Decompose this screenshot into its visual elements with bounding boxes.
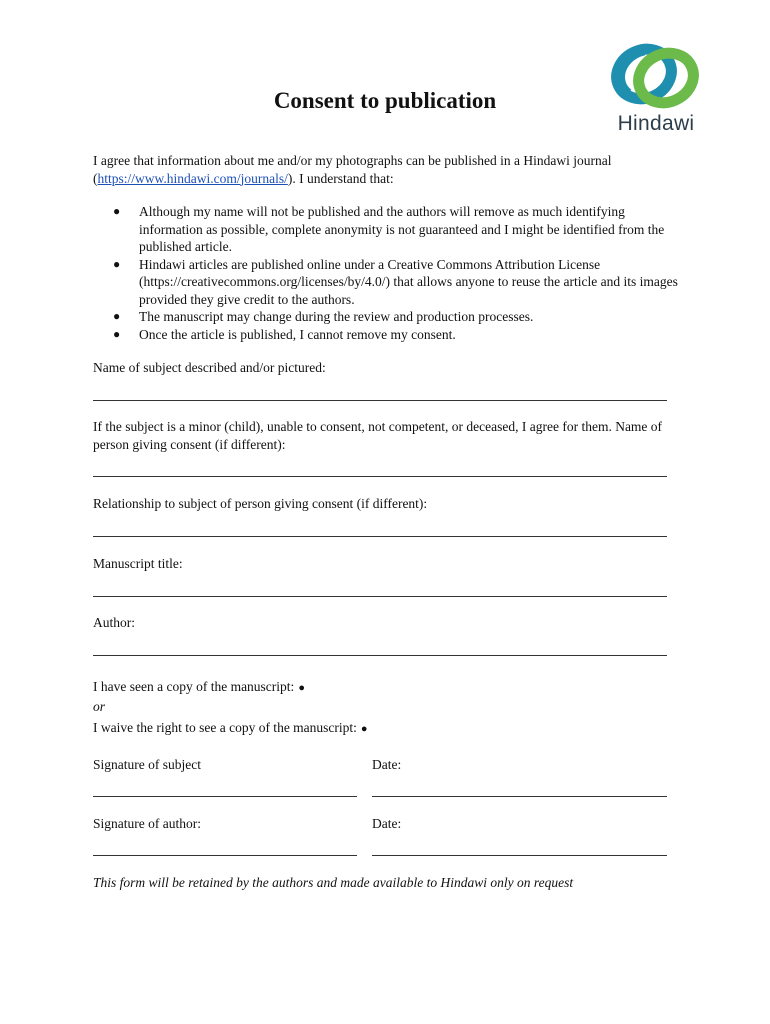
subject-name-label: Name of subject described and/or pictured: — [93, 360, 326, 375]
author-date-field[interactable] — [372, 855, 667, 856]
minor-consent-label: If the subject is a minor (child), unable to consent, not competent, or deceased, I agree for them. Name of person giving consent (if different): — [93, 419, 663, 452]
subject-date-field[interactable] — [372, 796, 667, 797]
intro-paragraph — [93, 152, 683, 187]
intro-text-end: ). I understand that: — [287, 170, 394, 186]
retention-notice: This form will be retained by the authors and made available to Hindawi only on request — [93, 875, 574, 890]
manuscript-title-field[interactable] — [93, 596, 667, 597]
logo-wordmark: Hindawi — [617, 112, 695, 135]
author-date-label: Date: — [372, 816, 402, 831]
option-mark-icon[interactable]: ● — [298, 682, 305, 694]
waive-copy-option[interactable]: I waive the right to see a copy of the manuscript: ● — [93, 720, 368, 735]
bullet-icon: ● — [113, 256, 121, 271]
bullet-icon: ● — [113, 204, 121, 218]
bullet-icon: ● — [113, 309, 121, 323]
list-item: ● The manuscript may change during the review and production processes. — [113, 309, 534, 324]
page-title: Consent to publication — [273, 88, 497, 113]
subject-signature-field[interactable] — [93, 796, 357, 797]
list-item: ● Although my name will not be published and the authors will remove as much identifying information as possible, complete anonymity is not guaranteed and I might be identified from the published article. — [113, 204, 665, 254]
list-item: ● Hindawi articles are published online under a Creative Commons Attribution License (https://creativecommons.org/licenses/by/4.0/) that allows anyone to reuse the article and its images provided they give credit to the authors. — [113, 256, 678, 307]
intro-text-start: I agree that information about me and/or my photographs can be published in a Hindawi journal ( — [93, 153, 612, 186]
author-label: Author: — [93, 615, 135, 630]
bullet-icon: ● — [113, 326, 121, 341]
journals-link[interactable]: https://www.hindawi.com/journals/ — [97, 170, 288, 186]
or-separator: or — [93, 699, 106, 714]
consenting-person-field[interactable] — [93, 476, 667, 477]
list-item: ● Once the article is published, I cannot remove my consent. — [113, 326, 456, 342]
conditions-list — [93, 203, 683, 343]
author-signature-label: Signature of author: — [93, 816, 201, 831]
author-field[interactable] — [93, 655, 667, 656]
relationship-field[interactable] — [93, 536, 667, 537]
manuscript-title-label: Manuscript title: — [93, 556, 183, 571]
subject-signature-label: Signature of subject — [93, 757, 201, 772]
author-signature-field[interactable] — [93, 855, 357, 856]
subject-date-label: Date: — [372, 757, 402, 772]
relationship-label: Relationship to subject of person giving consent (if different): — [93, 496, 428, 511]
seen-copy-option[interactable]: I have seen a copy of the manuscript: ● — [93, 679, 305, 694]
subject-name-field[interactable] — [93, 400, 667, 401]
option-mark-icon[interactable]: ● — [360, 723, 368, 735]
